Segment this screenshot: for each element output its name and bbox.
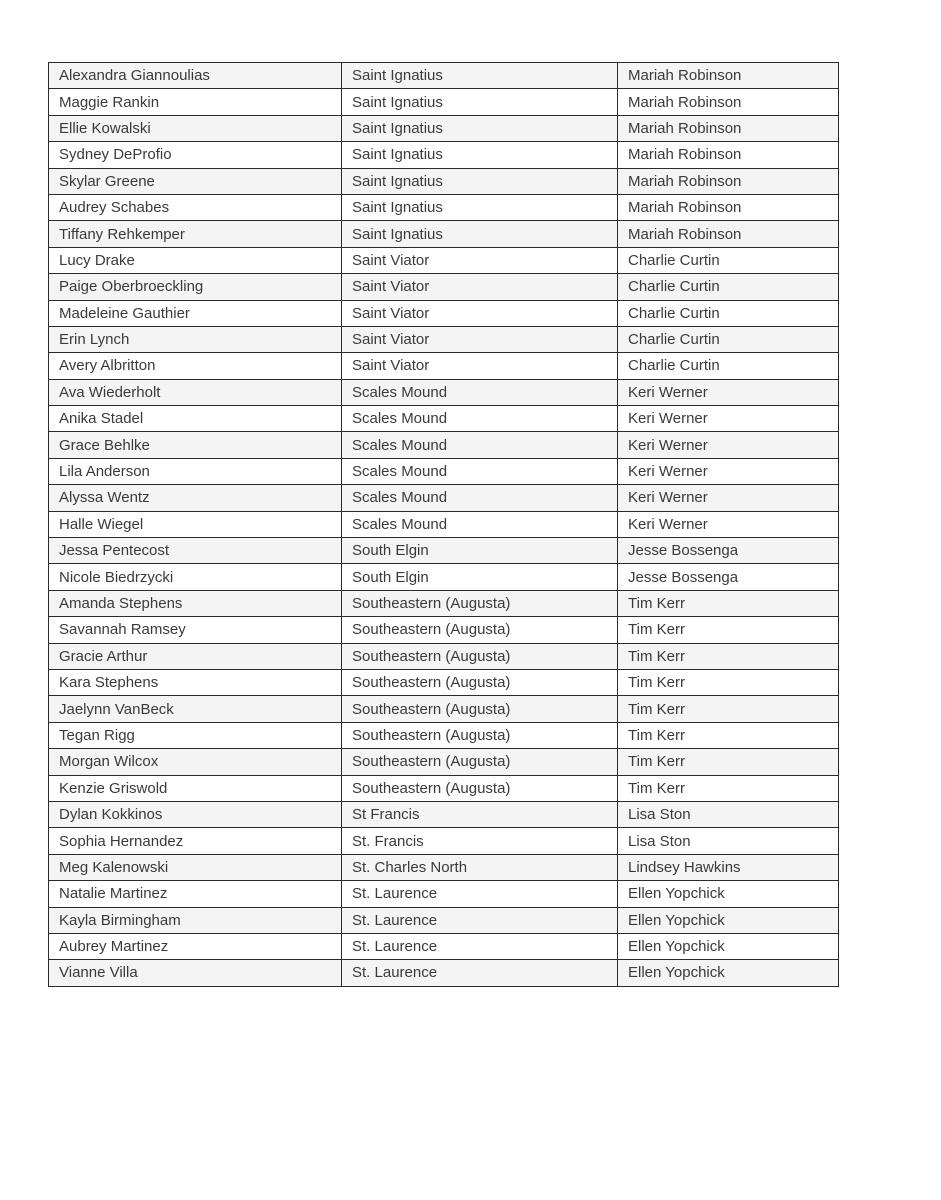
school-cell: St Francis — [342, 801, 618, 827]
coach-cell: Lindsey Hawkins — [618, 854, 839, 880]
table-row — [49, 828, 839, 854]
coach-cell: Mariah Robinson — [618, 115, 839, 141]
table-row — [49, 432, 839, 458]
player-name-cell: Maggie Rankin — [49, 89, 342, 115]
coach-cell: Mariah Robinson — [618, 194, 839, 220]
coach-cell: Tim Kerr — [618, 775, 839, 801]
table-row — [49, 142, 839, 168]
roster-table-body — [49, 63, 839, 987]
player-name-cell: Meg Kalenowski — [49, 854, 342, 880]
school-cell: St. Charles North — [342, 854, 618, 880]
coach-cell: Tim Kerr — [618, 749, 839, 775]
player-name-cell: Alyssa Wentz — [49, 485, 342, 511]
player-name-cell: Nicole Biedrzycki — [49, 564, 342, 590]
coach-cell: Ellen Yopchick — [618, 881, 839, 907]
coach-cell: Tim Kerr — [618, 643, 839, 669]
school-cell: St. Francis — [342, 828, 618, 854]
school-cell: Southeastern (Augusta) — [342, 722, 618, 748]
table-row — [49, 63, 839, 89]
player-name-cell: Madeleine Gauthier — [49, 300, 342, 326]
player-name-cell: Erin Lynch — [49, 326, 342, 352]
player-name-cell: Grace Behlke — [49, 432, 342, 458]
player-name-cell: Savannah Ramsey — [49, 617, 342, 643]
coach-cell: Charlie Curtin — [618, 353, 839, 379]
school-cell: Scales Mound — [342, 458, 618, 484]
player-name-cell: Jessa Pentecost — [49, 538, 342, 564]
player-name-cell: Kenzie Griswold — [49, 775, 342, 801]
coach-cell: Keri Werner — [618, 485, 839, 511]
player-name-cell: Gracie Arthur — [49, 643, 342, 669]
coach-cell: Keri Werner — [618, 458, 839, 484]
table-row — [49, 194, 839, 220]
table-row — [49, 696, 839, 722]
table-row — [49, 326, 839, 352]
coach-cell: Ellen Yopchick — [618, 907, 839, 933]
player-name-cell: Kara Stephens — [49, 669, 342, 695]
player-name-cell: Avery Albritton — [49, 353, 342, 379]
school-cell: South Elgin — [342, 538, 618, 564]
coach-cell: Tim Kerr — [618, 617, 839, 643]
coach-cell: Charlie Curtin — [618, 247, 839, 273]
player-name-cell: Sydney DeProfio — [49, 142, 342, 168]
table-row — [49, 538, 839, 564]
coach-cell: Tim Kerr — [618, 722, 839, 748]
table-row — [49, 458, 839, 484]
table-row — [49, 406, 839, 432]
coach-cell: Lisa Ston — [618, 828, 839, 854]
player-name-cell: Jaelynn VanBeck — [49, 696, 342, 722]
player-name-cell: Ava Wiederholt — [49, 379, 342, 405]
school-cell: Southeastern (Augusta) — [342, 590, 618, 616]
player-name-cell: Lila Anderson — [49, 458, 342, 484]
table-row — [49, 801, 839, 827]
player-name-cell: Tegan Rigg — [49, 722, 342, 748]
player-name-cell: Natalie Martinez — [49, 881, 342, 907]
coach-cell: Charlie Curtin — [618, 274, 839, 300]
school-cell: Scales Mound — [342, 511, 618, 537]
school-cell: Saint Viator — [342, 300, 618, 326]
school-cell: Southeastern (Augusta) — [342, 669, 618, 695]
table-row — [49, 881, 839, 907]
school-cell: Southeastern (Augusta) — [342, 749, 618, 775]
player-name-cell: Paige Oberbroeckling — [49, 274, 342, 300]
player-name-cell: Ellie Kowalski — [49, 115, 342, 141]
table-row — [49, 115, 839, 141]
school-cell: Saint Viator — [342, 274, 618, 300]
player-name-cell: Anika Stadel — [49, 406, 342, 432]
table-row — [49, 485, 839, 511]
table-row — [49, 669, 839, 695]
school-cell: Saint Viator — [342, 326, 618, 352]
table-row — [49, 221, 839, 247]
coach-cell: Charlie Curtin — [618, 300, 839, 326]
table-row — [49, 749, 839, 775]
player-name-cell: Kayla Birmingham — [49, 907, 342, 933]
table-row — [49, 379, 839, 405]
table-row — [49, 274, 839, 300]
school-cell: Saint Ignatius — [342, 142, 618, 168]
coach-cell: Lisa Ston — [618, 801, 839, 827]
coach-cell: Keri Werner — [618, 406, 839, 432]
school-cell: Scales Mound — [342, 485, 618, 511]
school-cell: Saint Ignatius — [342, 221, 618, 247]
player-name-cell: Morgan Wilcox — [49, 749, 342, 775]
school-cell: St. Laurence — [342, 881, 618, 907]
roster-table — [48, 62, 839, 987]
school-cell: St. Laurence — [342, 933, 618, 959]
player-name-cell: Amanda Stephens — [49, 590, 342, 616]
school-cell: Saint Viator — [342, 353, 618, 379]
coach-cell: Mariah Robinson — [618, 63, 839, 89]
table-row — [49, 89, 839, 115]
coach-cell: Tim Kerr — [618, 590, 839, 616]
school-cell: Southeastern (Augusta) — [342, 696, 618, 722]
player-name-cell: Tiffany Rehkemper — [49, 221, 342, 247]
coach-cell: Tim Kerr — [618, 696, 839, 722]
player-name-cell: Dylan Kokkinos — [49, 801, 342, 827]
table-row — [49, 617, 839, 643]
coach-cell: Mariah Robinson — [618, 168, 839, 194]
coach-cell: Keri Werner — [618, 432, 839, 458]
table-row — [49, 353, 839, 379]
school-cell: St. Laurence — [342, 960, 618, 986]
table-row — [49, 300, 839, 326]
table-row — [49, 168, 839, 194]
coach-cell: Jesse Bossenga — [618, 538, 839, 564]
school-cell: Saint Ignatius — [342, 194, 618, 220]
school-cell: Scales Mound — [342, 379, 618, 405]
coach-cell: Mariah Robinson — [618, 142, 839, 168]
table-row — [49, 933, 839, 959]
table-row — [49, 590, 839, 616]
table-row — [49, 960, 839, 986]
player-name-cell: Alexandra Giannoulias — [49, 63, 342, 89]
school-cell: Southeastern (Augusta) — [342, 617, 618, 643]
player-name-cell: Lucy Drake — [49, 247, 342, 273]
table-row — [49, 907, 839, 933]
player-name-cell: Sophia Hernandez — [49, 828, 342, 854]
school-cell: Southeastern (Augusta) — [342, 643, 618, 669]
school-cell: Scales Mound — [342, 432, 618, 458]
table-row — [49, 643, 839, 669]
school-cell: St. Laurence — [342, 907, 618, 933]
school-cell: Southeastern (Augusta) — [342, 775, 618, 801]
player-name-cell: Vianne Villa — [49, 960, 342, 986]
table-row — [49, 564, 839, 590]
player-name-cell: Skylar Greene — [49, 168, 342, 194]
player-name-cell: Audrey Schabes — [49, 194, 342, 220]
school-cell: Saint Ignatius — [342, 89, 618, 115]
player-name-cell: Aubrey Martinez — [49, 933, 342, 959]
coach-cell: Keri Werner — [618, 511, 839, 537]
table-row — [49, 775, 839, 801]
table-row — [49, 511, 839, 537]
table-row — [49, 247, 839, 273]
coach-cell: Keri Werner — [618, 379, 839, 405]
table-row — [49, 722, 839, 748]
coach-cell: Tim Kerr — [618, 669, 839, 695]
coach-cell: Charlie Curtin — [618, 326, 839, 352]
school-cell: Saint Viator — [342, 247, 618, 273]
coach-cell: Ellen Yopchick — [618, 933, 839, 959]
coach-cell: Ellen Yopchick — [618, 960, 839, 986]
table-row — [49, 854, 839, 880]
school-cell: Scales Mound — [342, 406, 618, 432]
coach-cell: Jesse Bossenga — [618, 564, 839, 590]
school-cell: Saint Ignatius — [342, 168, 618, 194]
school-cell: South Elgin — [342, 564, 618, 590]
school-cell: Saint Ignatius — [342, 63, 618, 89]
player-name-cell: Halle Wiegel — [49, 511, 342, 537]
school-cell: Saint Ignatius — [342, 115, 618, 141]
coach-cell: Mariah Robinson — [618, 221, 839, 247]
coach-cell: Mariah Robinson — [618, 89, 839, 115]
